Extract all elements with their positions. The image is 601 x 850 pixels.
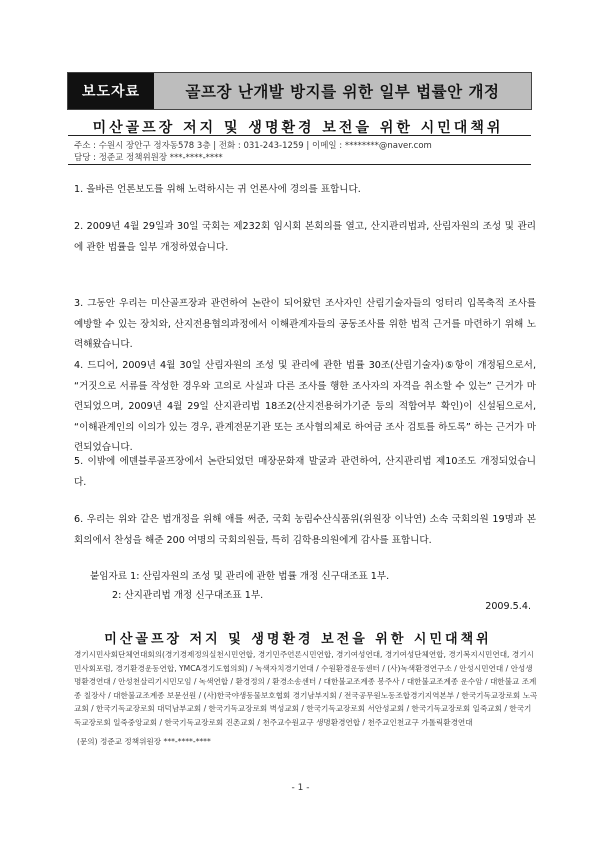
release-date: 2009.5.4. bbox=[485, 601, 531, 612]
contact-rule bbox=[68, 164, 531, 165]
paragraph-4: 4. 드디어, 2009년 4월 30일 산림자원의 조성 및 관리에 관한 법률 30조(산림기술자)⑤항이 개정됨으로서, “거짓으로 서류를 작성한 경우와 고의로 사실과 다른 조사를 행한 조사자의 자격을 취소할 수 있는” 근거가 마련되었으며, 2009년 4월 29일 산지관리법 18조2(산지전용허가기준 등의 적합여부 확인)이 신설됨으로서, “이해관계인의 이의가 있는 경우, 관계전문기관 또는 조사협의체로 하여금 조사 검토를 하도록” 하는 근거가 마련되었습니다. bbox=[74, 360, 536, 453]
paragraph-3: 3. 그동안 우리는 미산골프장과 관련하여 논란이 되어왔던 조사자인 산림기술자들의 엉터리 입목축적 조사를 예방할 수 있는 장치와, 산지전용협의과정에서 이해관계자들의 공동조사를 위한 법적 근거를 마련하기 위해 노력해왔습니다. bbox=[74, 298, 536, 350]
header-bar bbox=[67, 72, 532, 110]
organization-title: 미산골프장 저지 및 생명환경 보전을 위한 시민대책위 bbox=[92, 120, 504, 136]
footer-organization-title: 미산골프장 저지 및 생명환경 보전을 위한 시민대책위 bbox=[104, 632, 492, 647]
contact-address: 주소 : 수원시 장안구 정자동578 3층 | 전화 : 031-243-1259 | 이메일 : ********@naver.com bbox=[74, 141, 432, 151]
contact-person: 담당 : 정준교 정책위원장 ***-****-**** bbox=[74, 153, 223, 163]
page-number: - 1 - bbox=[291, 783, 310, 793]
attachment-2: 2: 산지관리법 개정 신구대조표 1부. bbox=[112, 590, 264, 601]
member-organizations: 경기시민사회단체연대회의(경기경제정의실천시민연합, 경기민주언론시민연합, 경기여성연대, 경기여성단체연합, 경기복지시민연대, 경기시민사회포럼, 경기환경운동연합, YMCA경기도협의회) / 녹색자치경기연대 / 수원환경운동센터 / (사)녹색환경연구소 / 안성시민연대 / 안성생명환경연대 / 안성천살리기시민모임 / 녹색연합 / 환경정의 / 환경소송센터 / 대한불교조계종 봉주사 / 대한불교조계종 운수암 / 대한불교 조계종 칠장사 / 대한불교조계종 보문선원 / (사)한국야생동물보호협회 경기남부지회 / 전국공무원노동조합경기지역본부 / 한국기독교장로회 노곡교회 / 한국기독교장로회 대덕남부교회 / 한국기독교장로회 벽성교회 / 한국기독교장로회 서안성교회 / 한국기독교장로회 일죽교회 / 한국기독교장로회 일죽중앙교회 / 한국기독교장로회 진촌교회 / 천주교수원교구 생명환경연합 / 천주교인천교구 가톨릭환경연대 bbox=[74, 650, 538, 727]
headline: 골프장 난개발 방지를 위한 일부 법률안 개정 bbox=[154, 73, 531, 109]
paragraph-2: 2. 2009년 4월 29일과 30일 국회는 제232회 임시회 본회의를 열고, 산지관리법과, 산림자원의 조성 및 관리에 관한 법률을 일부 개정하였습니다. bbox=[74, 221, 536, 253]
paragraph-6: 6. 우리는 위와 같은 법개정을 위해 애를 써준, 국회 농림수산식품위(위원장 이낙연) 소속 국회의원 19명과 본회의에서 찬성을 해준 200 여명의 국회의원들, 특히 김학용의원에게 감사를 표합니다. bbox=[74, 514, 536, 546]
press-release-tag: 보도자료 bbox=[68, 73, 154, 109]
paragraph-5: 5. 이밖에 에덴블루골프장에서 논란되었던 매장문화재 발굴과 관련하여, 산지관리법 제10조도 개정되었습니다. bbox=[74, 456, 536, 488]
inquiry-contact: (문의) 정준교 정책위원장 ***-****-**** bbox=[77, 737, 211, 746]
paragraph-1: 1. 올바른 언론보도를 위해 노력하시는 귀 언론사에 경의를 표합니다. bbox=[74, 184, 361, 195]
attachment-1: 붙임자료 1: 산림자원의 조성 및 관리에 관한 법률 개정 신구대조표 1부. bbox=[90, 571, 390, 582]
